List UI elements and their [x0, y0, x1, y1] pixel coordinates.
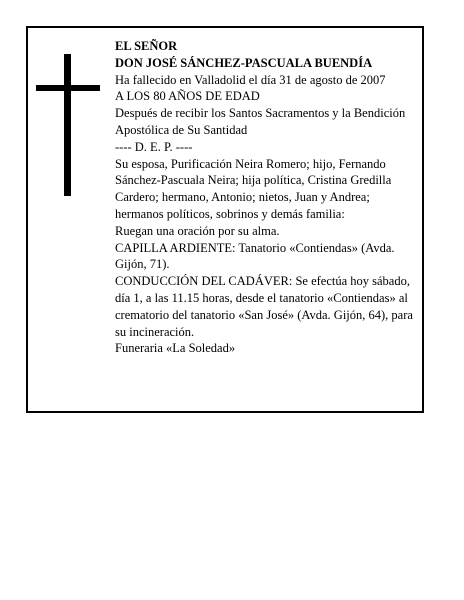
family-line: Su esposa, Purificación Neira Romero; hijo, Fernando Sánchez-Pascuala Neira; hija política, Cristina Gredilla Cardero; hermano, Antonio; nietos, Juan y Andrea; hermanos políticos, sobrinos y demás familia: [115, 156, 392, 221]
procession-line: CONDUCCIÓN DEL CADÁVER: Se efectúa hoy sábado, día 1, a las 11.15 horas, desde el tanatorio «Contiendas» al crematorio del tanatorio «San José» (Avda. Gijón, 64), para su incineración. [115, 274, 413, 339]
prayer-line: Ruegan una oración por su alma. [115, 223, 280, 238]
chapel-line: CAPILLA ARDIENTE: Tanatorio «Contiendas» (Avda. Gijón, 71). [115, 240, 395, 272]
deceased-name: DON JOSÉ SÁNCHEZ-PASCUALA BUENDÍA [115, 55, 373, 70]
title-line-1: EL SEÑOR [115, 39, 178, 53]
rip-line: ---- D. E. P. ---- [115, 139, 193, 154]
obituary-text [115, 38, 421, 357]
sacraments-line: Después de recibir los Santos Sacramentos y la Bendición Apostólica de Su Santidad [115, 106, 406, 137]
age-line: A LOS 80 AÑOS DE EDAD [115, 89, 260, 104]
cross-horizontal-bar [36, 85, 100, 91]
cross-vertical-bar [64, 54, 71, 196]
passed-away-line: Ha fallecido en Valladolid el día 31 de agosto de 2007 [115, 72, 386, 87]
funeral-home-line: Funeraria «La Soledad» [115, 341, 236, 356]
cross-icon [36, 54, 100, 196]
